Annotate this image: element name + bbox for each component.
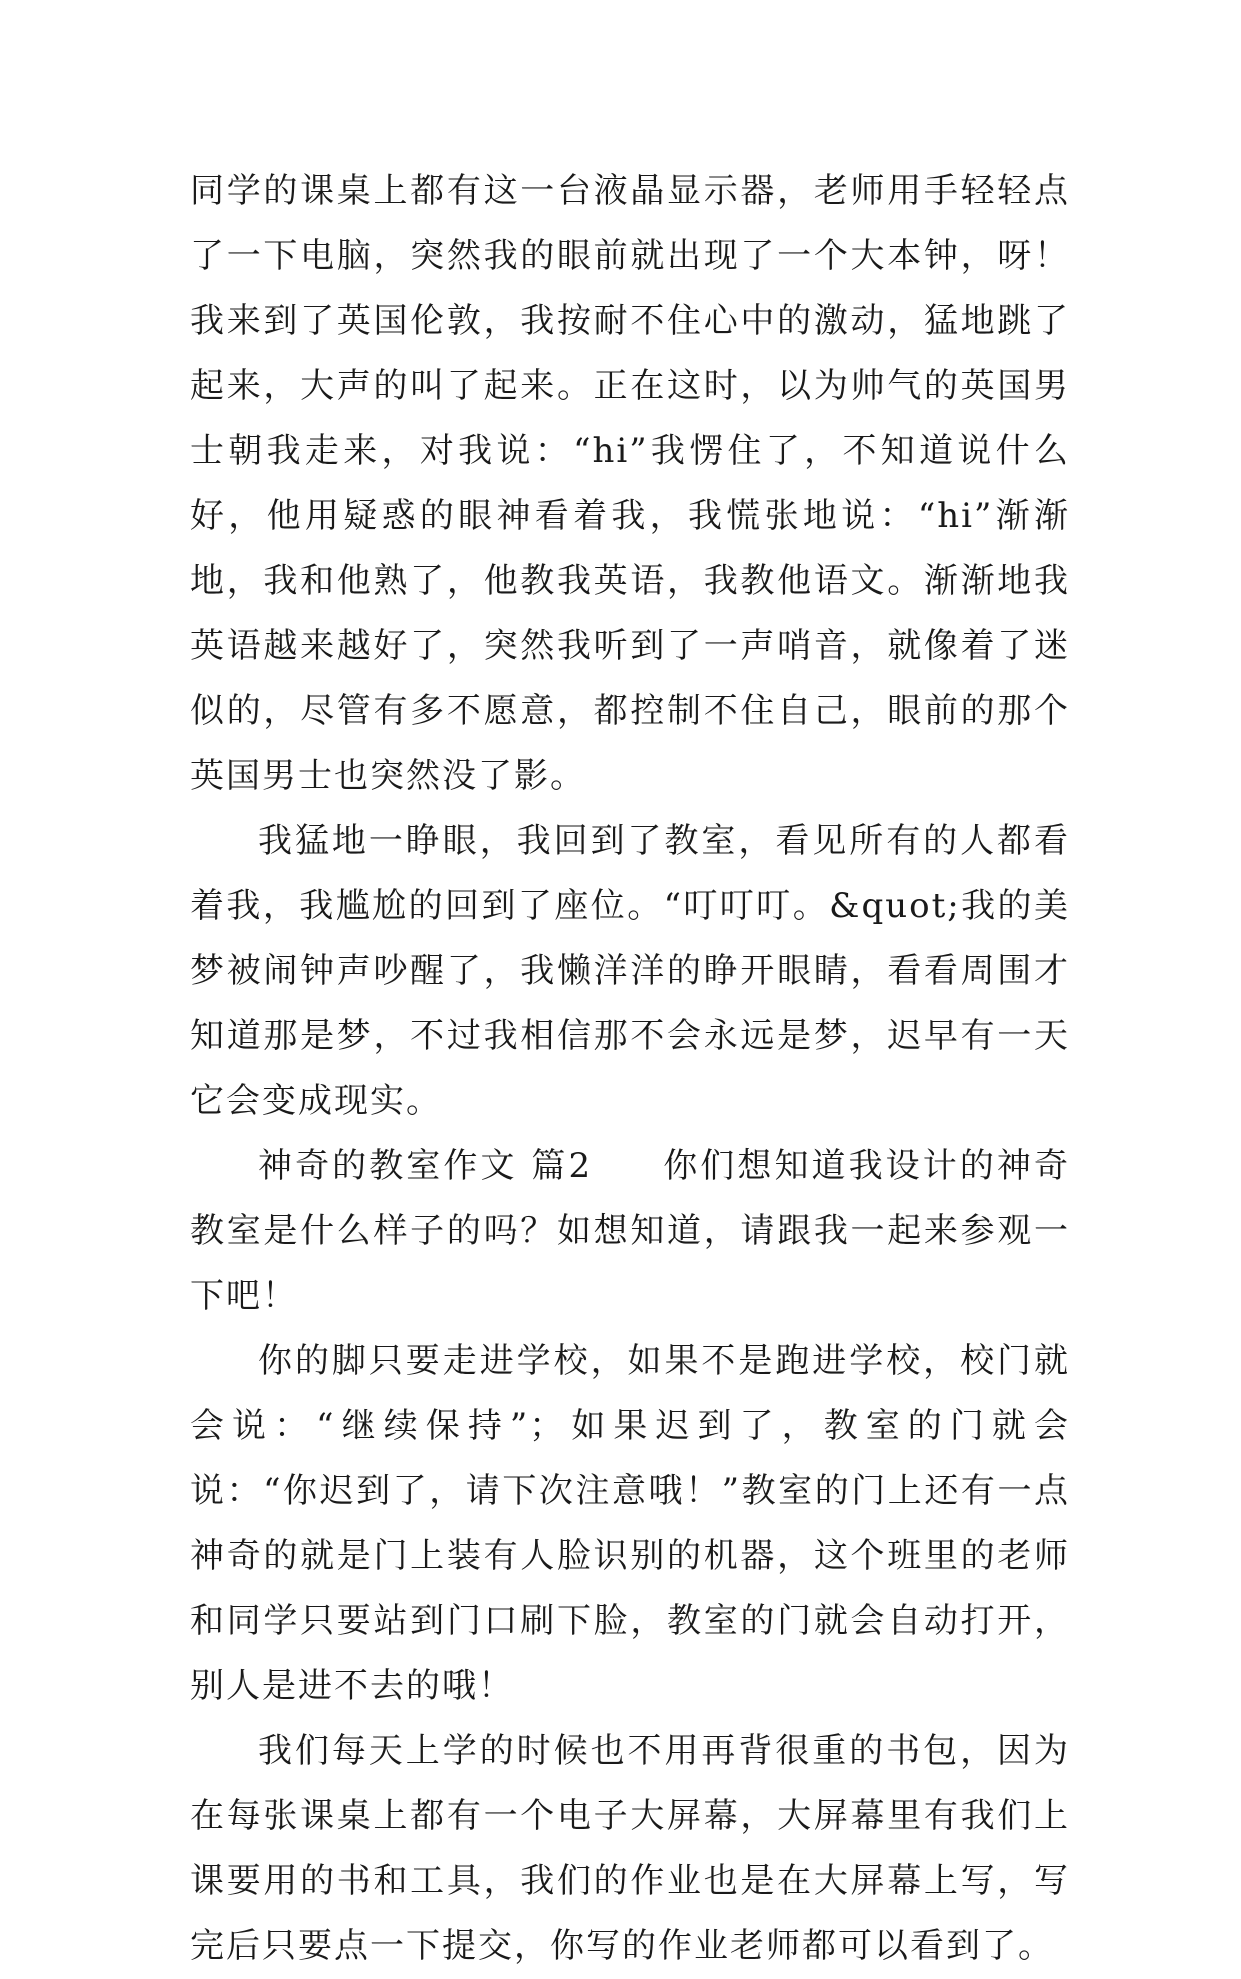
paragraph: 你的脚只要走进学校，如果不是跑进学校，校门就会说：“继续保持”；如果迟到了，教室的门就会说：“你迟到了，请下次注意哦！”教室的门上还有一点神奇的就是门上装有人脸识别的机器，这个班里的老师和同学只要站到门口刷下脸，教室的门就会自动打开，别人是进不去的哦！ — [190, 1341, 1070, 1706]
paragraph: 我猛地一睁眼，我回到了教室，看见所有的人都看着我，我尴尬的回到了座位。“叮叮叮。&quot;我的美梦被闹钟声吵醒了，我懒洋洋的睁开眼睛，看看周围才知道那是梦，不过我相信那不会永远是梦，迟早有一天它会变成现实。 — [190, 821, 1070, 1121]
document-body — [190, 159, 1070, 1979]
paragraph: 同学的课桌上都有这一台液晶显示器，老师用手轻轻点了一下电脑，突然我的眼前就出现了一个大本钟，呀！我来到了英国伦敦，我按耐不住心中的激动，猛地跳了起来，大声的叫了起来。正在这时，以为帅气的英国男士朝我走来，对我说：“hi”我愣住了，不知道说什么好，他用疑惑的眼神看着我，我慌张地说：“hi”渐渐地，我和他熟了，他教我英语，我教他语文。渐渐地我英语越来越好了，突然我听到了一声哨音，就像着了迷似的，尽管有多不愿意，都控制不住自己，眼前的那个英国男士也突然没了影。 — [190, 171, 1070, 796]
paragraph: 我们每天上学的时候也不用再背很重的书包，因为在每张课桌上都有一个电子大屏幕，大屏幕里有我们上课要用的书和工具，我们的作业也是在大屏幕上写，写完后只要点一下提交，你写的作业老师都可以看到了。 — [190, 1731, 1070, 1966]
paragraph-with-heading — [190, 1134, 1070, 1329]
paragraph-text: 你们想知道我设计的神奇教室是什么样子的吗？如想知道，请跟我一起来参观一下吧！ — [190, 1146, 1070, 1316]
section-heading: 神奇的教室作文 篇2 — [258, 1146, 593, 1186]
